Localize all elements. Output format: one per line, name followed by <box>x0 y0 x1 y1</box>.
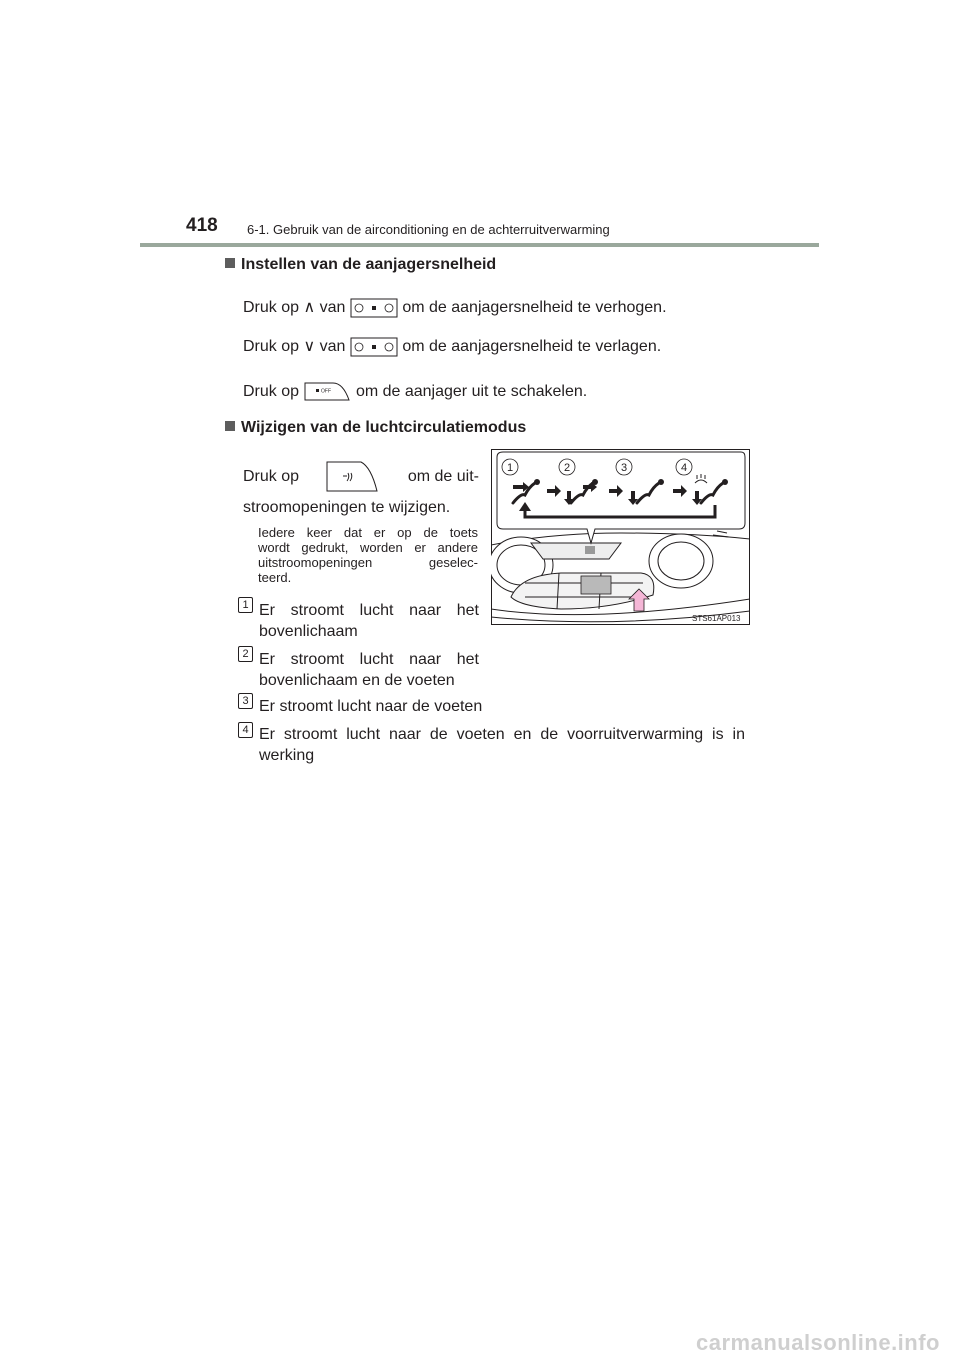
line2-suffix: om de aanjagersnelheid te verlagen. <box>402 338 662 356</box>
item-3-line-1: Er stroomt lucht naar de voeten <box>259 698 483 715</box>
section-heading-airflow <box>225 419 526 437</box>
line1-suffix: om de aanjagersnelheid te verhogen. <box>402 299 667 317</box>
fan-speed-button-icon <box>350 297 398 319</box>
fan-heading-text: Instellen van de aanjagersnelheid <box>241 256 497 273</box>
intro-part-b: om de uit- <box>407 468 479 485</box>
fan-line-off <box>243 380 587 404</box>
header-rule <box>140 243 819 247</box>
chapter-title: 6-1. Gebruik van de airconditioning en de achterruitverwarming <box>247 222 610 237</box>
bullet-square-icon <box>225 421 235 431</box>
mode-number-3: 3 <box>620 462 628 474</box>
airflow-intro-line1 <box>243 459 479 495</box>
mode-number-4: 4 <box>680 462 688 474</box>
intro-part-a: Druk op <box>243 468 300 485</box>
line2-prefix: Druk op ∨ van <box>243 338 346 356</box>
mode-number-2: 2 <box>563 462 571 474</box>
line1-prefix: Druk op ∧ van <box>243 299 346 317</box>
page-number: 418 <box>186 215 218 236</box>
fan-speed-button-icon <box>350 336 398 358</box>
note-line: teerd. <box>258 570 292 585</box>
figure-code: STS61AP013 <box>692 614 741 623</box>
item-number-2: 2 <box>238 646 253 662</box>
airflow-intro-line2: stroomopeningen te wijzigen. <box>243 499 451 516</box>
item-2-line-2: bovenlichaam en de voeten <box>259 672 455 689</box>
climate-panel-illustration <box>491 449 750 625</box>
airflow-mode-figure <box>491 449 750 625</box>
mode-number-1: 1 <box>506 462 514 474</box>
fan-line-decrease <box>243 336 661 358</box>
off-label: OFF <box>321 388 332 395</box>
item-number-3: 3 <box>238 693 253 709</box>
airflow-note <box>258 525 478 585</box>
line3-suffix: om de aanjager uit te schakelen. <box>355 383 588 401</box>
section-heading-fan-speed <box>225 256 496 274</box>
bullet-square-icon <box>225 258 235 268</box>
airflow-mode-button-icon <box>325 459 379 495</box>
item-2-line-1: Er stroomt lucht naar het <box>259 651 479 668</box>
fan-line-increase <box>243 297 667 319</box>
item-number-1: 1 <box>238 597 253 613</box>
item-4-line-2: werking <box>259 747 315 764</box>
line3-prefix: Druk op <box>243 383 300 401</box>
note-line: wordt gedrukt, worden er andere <box>258 540 478 555</box>
note-line: Iedere keer dat er op de toets <box>258 525 478 540</box>
fan-off-button-icon <box>303 380 351 404</box>
note-line: uitstroomopeningen geselec- <box>258 555 478 570</box>
watermark: carmanualsonline.info <box>696 1330 940 1355</box>
item-1-line-1: Er stroomt lucht naar het <box>259 602 479 619</box>
item-number-4: 4 <box>238 722 253 738</box>
airflow-heading-text: Wijzigen van de luchtcirculatiemodus <box>241 419 527 436</box>
item-1-line-2: bovenlichaam <box>259 623 358 640</box>
item-4-line-1: Er stroomt lucht naar de voeten en de voorruitverwarming is in <box>259 726 745 743</box>
